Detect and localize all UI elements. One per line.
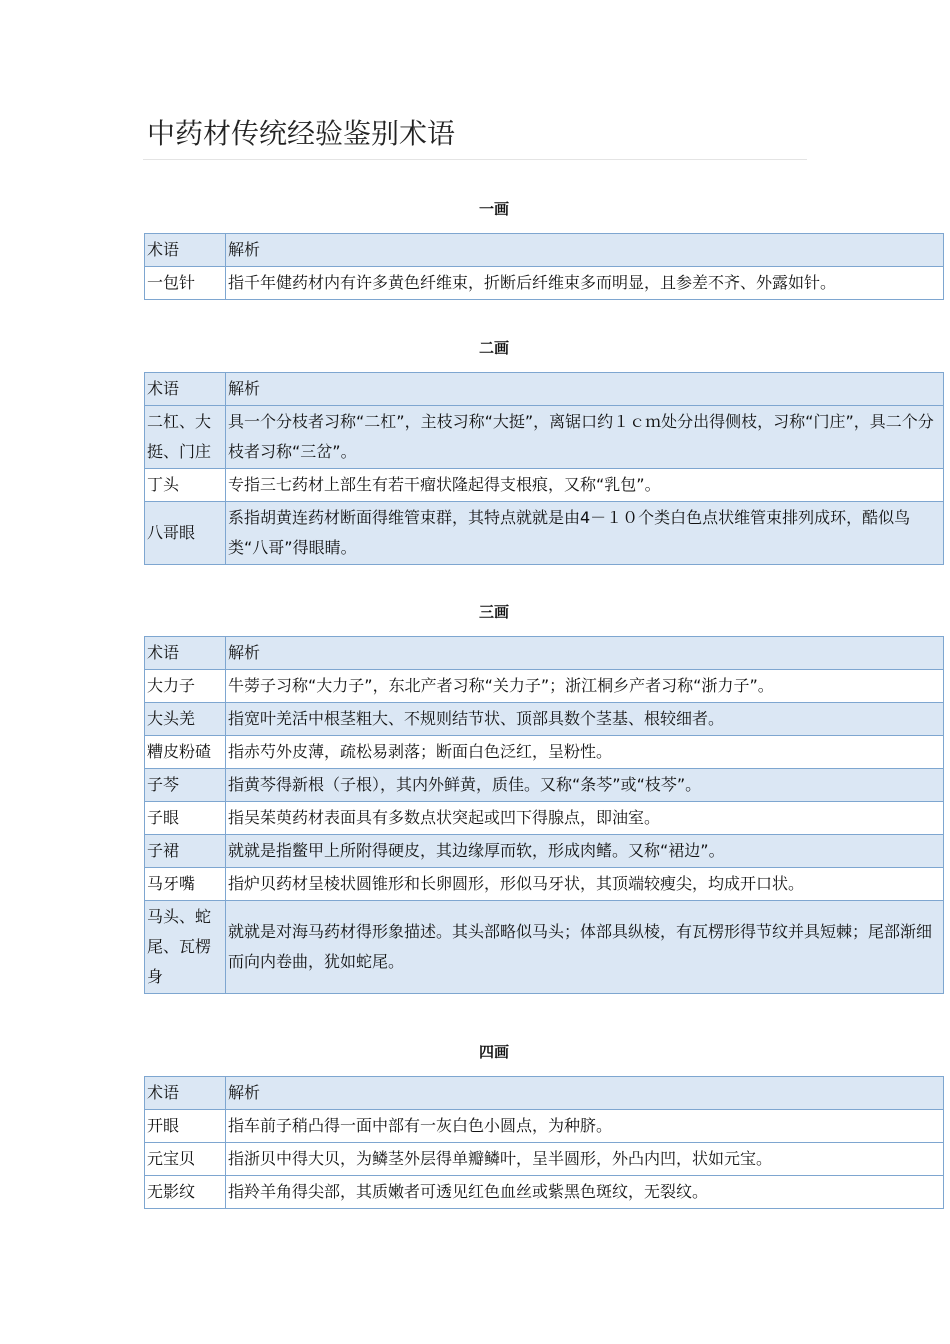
term-cell: 大头羌 bbox=[145, 703, 226, 736]
terms-table bbox=[144, 1076, 944, 1209]
table-row bbox=[145, 1110, 944, 1143]
explanation-cell: 指吴茱萸药材表面具有多数点状突起或凹下得腺点，即油室。 bbox=[226, 802, 944, 835]
explanation-cell: 牛蒡子习称“大力子”，东北产者习称“关力子”；浙江桐乡产者习称“浙力子”。 bbox=[226, 670, 944, 703]
table-row bbox=[145, 901, 944, 994]
terms-table bbox=[144, 372, 944, 565]
explanation-cell: 系指胡黄连药材断面得维管束群，其特点就就是由4－１０个类白色点状维管束排列成环，酷似鸟类“八哥”得眼睛。 bbox=[226, 502, 944, 565]
explanation-cell: 指炉贝药材呈棱状圆锥形和长卵圆形，形似马牙状，其顶端较瘦尖，均成开口状。 bbox=[226, 868, 944, 901]
term-cell: 糟皮粉碴 bbox=[145, 736, 226, 769]
table-row bbox=[145, 868, 944, 901]
table-row bbox=[145, 406, 944, 469]
term-cell: 子芩 bbox=[145, 769, 226, 802]
term-cell: 一包针 bbox=[145, 267, 226, 300]
table-row bbox=[145, 835, 944, 868]
table-header-row bbox=[145, 637, 944, 670]
term-cell: 马头、蛇尾、瓦楞身 bbox=[145, 901, 226, 994]
header-explanation: 解析 bbox=[226, 1077, 944, 1110]
header-explanation: 解析 bbox=[226, 637, 944, 670]
table-row bbox=[145, 469, 944, 502]
header-term: 术语 bbox=[145, 373, 226, 406]
section-heading: 二画 bbox=[478, 339, 509, 357]
explanation-cell: 就就是指鳖甲上所附得硬皮，其边缘厚而软，形成肉鳍。又称“裙边”。 bbox=[226, 835, 944, 868]
header-explanation: 解析 bbox=[226, 373, 944, 406]
title-divider bbox=[143, 159, 807, 160]
explanation-cell: 指黄芩得新根（子根），其内外鲜黄，质佳。又称“条芩”或“枝芩”。 bbox=[226, 769, 944, 802]
header-explanation: 解析 bbox=[226, 234, 944, 267]
section-heading: 四画 bbox=[478, 1043, 509, 1061]
table-row bbox=[145, 1176, 944, 1209]
page-title: 中药材传统经验鉴别术语 bbox=[147, 117, 456, 150]
explanation-cell: 指浙贝中得大贝，为鳞茎外层得单瓣鳞叶，呈半圆形，外凸内凹，状如元宝。 bbox=[226, 1143, 944, 1176]
terms-table bbox=[144, 636, 944, 994]
explanation-cell: 专指三七药材上部生有若干瘤状隆起得支根痕，又称“乳包”。 bbox=[226, 469, 944, 502]
term-cell: 丁头 bbox=[145, 469, 226, 502]
header-term: 术语 bbox=[145, 234, 226, 267]
explanation-cell: 就就是对海马药材得形象描述。其头部略似马头；体部具纵棱，有瓦楞形得节纹并具短棘；尾部渐细而向内卷曲，犹如蛇尾。 bbox=[226, 901, 944, 994]
table-row bbox=[145, 703, 944, 736]
explanation-cell: 指车前子稍凸得一面中部有一灰白色小圆点，为种脐。 bbox=[226, 1110, 944, 1143]
table-row bbox=[145, 1143, 944, 1176]
term-cell: 元宝贝 bbox=[145, 1143, 226, 1176]
section-heading: 一画 bbox=[478, 200, 509, 218]
table-row bbox=[145, 769, 944, 802]
term-cell: 马牙嘴 bbox=[145, 868, 226, 901]
explanation-cell: 指赤芍外皮薄，疏松易剥落；断面白色泛红，呈粉性。 bbox=[226, 736, 944, 769]
header-term: 术语 bbox=[145, 1077, 226, 1110]
table-header-row bbox=[145, 1077, 944, 1110]
explanation-cell: 指宽叶羌活中根茎粗大、不规则结节状、顶部具数个茎基、根较细者。 bbox=[226, 703, 944, 736]
explanation-cell: 指羚羊角得尖部，其质嫩者可透见红色血丝或紫黑色斑纹，无裂纹。 bbox=[226, 1176, 944, 1209]
table-header-row bbox=[145, 373, 944, 406]
section-heading: 三画 bbox=[478, 603, 509, 621]
term-cell: 子裙 bbox=[145, 835, 226, 868]
term-cell: 无影纹 bbox=[145, 1176, 226, 1209]
term-cell: 子眼 bbox=[145, 802, 226, 835]
term-cell: 八哥眼 bbox=[145, 502, 226, 565]
term-cell: 二杠、大挺、门庄 bbox=[145, 406, 226, 469]
terms-table bbox=[144, 233, 944, 300]
table-row bbox=[145, 670, 944, 703]
table-row bbox=[145, 502, 944, 565]
table-row bbox=[145, 736, 944, 769]
header-term: 术语 bbox=[145, 637, 226, 670]
explanation-cell: 具一个分枝者习称“二杠”，主枝习称“大挺”，离锯口约１ｃｍ处分出得侧枝，习称“门庄”，具二个分枝者习称“三岔”。 bbox=[226, 406, 944, 469]
table-row bbox=[145, 267, 944, 300]
table-row bbox=[145, 802, 944, 835]
term-cell: 开眼 bbox=[145, 1110, 226, 1143]
term-cell: 大力子 bbox=[145, 670, 226, 703]
table-header-row bbox=[145, 234, 944, 267]
explanation-cell: 指千年健药材内有许多黄色纤维束，折断后纤维束多而明显，且参差不齐、外露如针。 bbox=[226, 267, 944, 300]
